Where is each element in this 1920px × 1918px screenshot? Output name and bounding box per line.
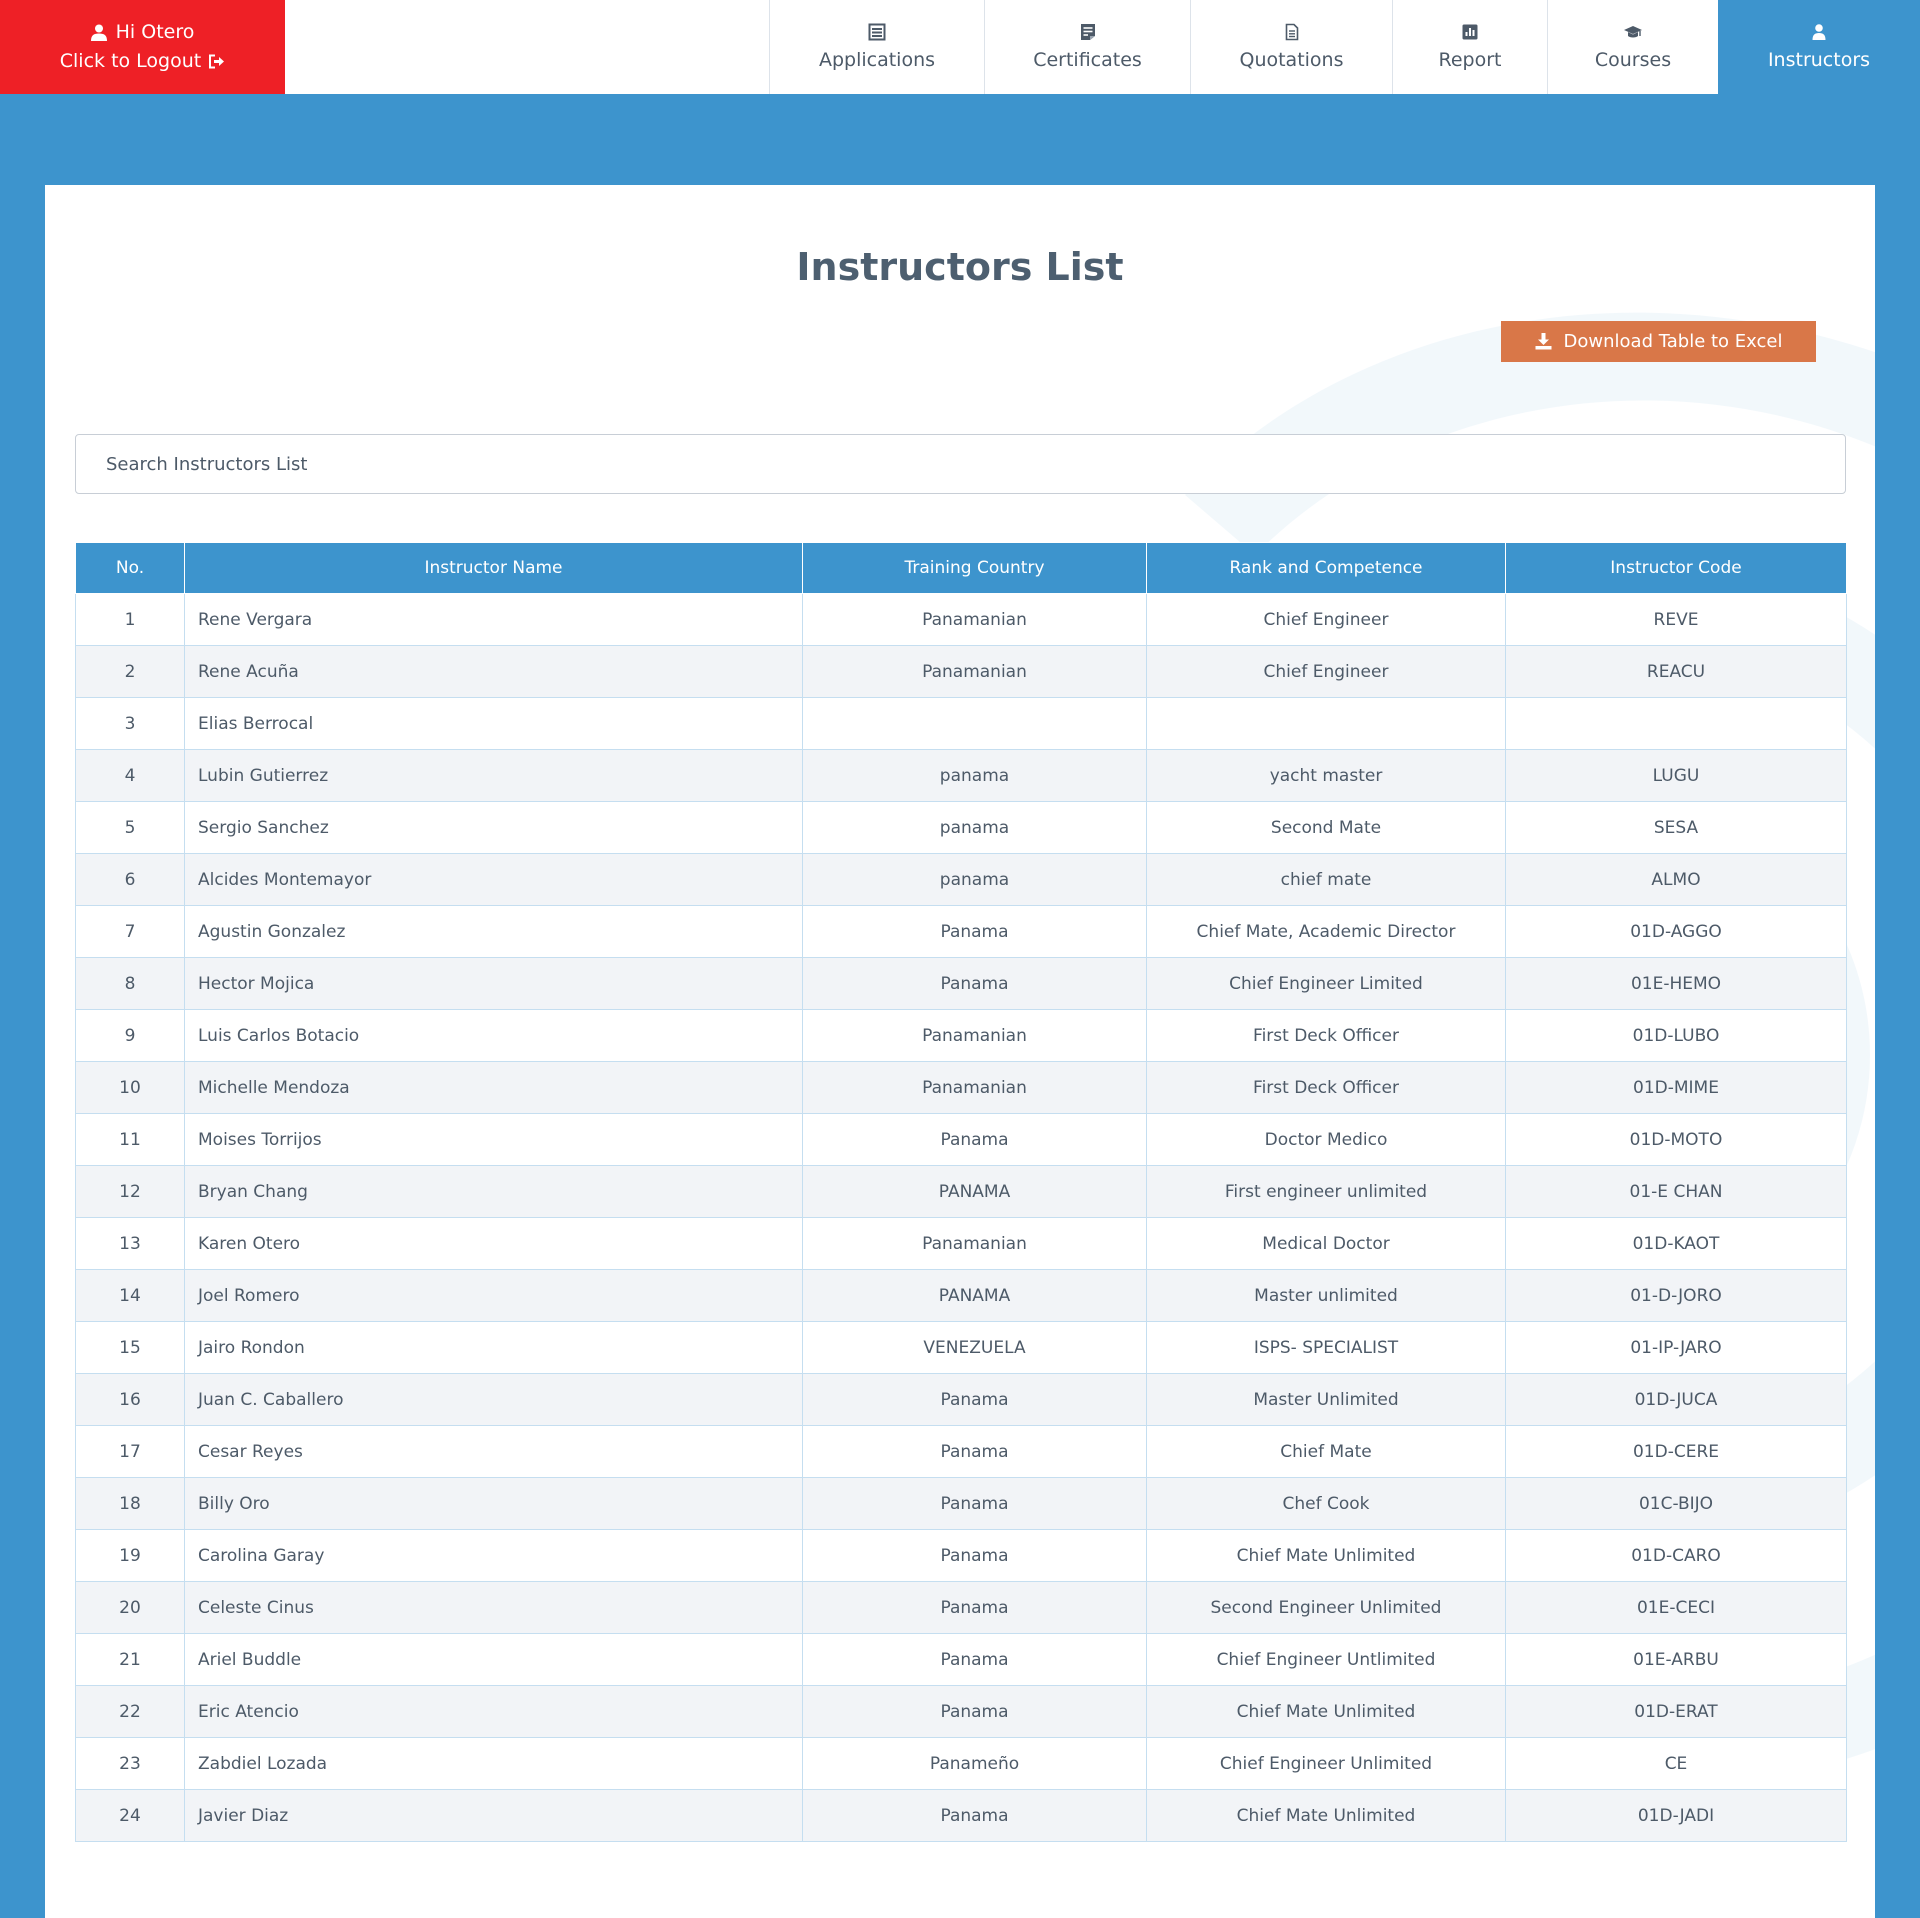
cell-training-country: Panama [803, 1634, 1147, 1686]
cell-rank: First Deck Officer [1147, 1010, 1506, 1062]
column-header-rank[interactable]: Rank and Competence [1147, 543, 1506, 594]
table-header-row [76, 543, 1847, 594]
graduation-cap-icon [1624, 23, 1642, 41]
cell-instructor-name: Juan C. Caballero [185, 1374, 803, 1426]
cell-training-country: panama [803, 802, 1147, 854]
cell-instructor-code: LUGU [1506, 750, 1847, 802]
cell-instructor-name: Elias Berrocal [185, 698, 803, 750]
cell-instructor-name: Luis Carlos Botacio [185, 1010, 803, 1062]
cell-training-country: Panameño [803, 1738, 1147, 1790]
cell-rank: Chief Mate Unlimited [1147, 1530, 1506, 1582]
content-card [45, 185, 1875, 1918]
cell-instructor-name: Celeste Cinus [185, 1582, 803, 1634]
logout-text: Click to Logout [59, 50, 202, 72]
table-row [76, 1218, 1847, 1270]
cell-no: 13 [76, 1218, 185, 1270]
cell-training-country: panama [803, 750, 1147, 802]
cell-rank: chief mate [1147, 854, 1506, 906]
nav-courses[interactable] [1547, 0, 1718, 94]
cell-training-country: Panama [803, 1530, 1147, 1582]
nav-instructors-label: Instructors [1767, 49, 1871, 71]
cell-instructor-code: 01D-MIME [1506, 1062, 1847, 1114]
cell-rank: Chief Engineer [1147, 594, 1506, 646]
cell-training-country: VENEZUELA [803, 1322, 1147, 1374]
cell-instructor-code: 01D-ERAT [1506, 1686, 1847, 1738]
nav-certificates[interactable] [984, 0, 1190, 94]
cell-no: 8 [76, 958, 185, 1010]
table-row [76, 1374, 1847, 1426]
cell-instructor-code: 01E-HEMO [1506, 958, 1847, 1010]
table-row [76, 1478, 1847, 1530]
nav-instructors[interactable] [1718, 0, 1920, 94]
main-navigation [769, 0, 1920, 94]
nav-quotations-label: Quotations [1239, 49, 1344, 71]
table-row [76, 1010, 1847, 1062]
cell-instructor-code: 01D-AGGO [1506, 906, 1847, 958]
column-header-code[interactable]: Instructor Code [1506, 543, 1847, 594]
cell-training-country [803, 698, 1147, 750]
nav-applications[interactable] [769, 0, 984, 94]
cell-instructor-code: 01D-LUBO [1506, 1010, 1847, 1062]
cell-no: 12 [76, 1166, 185, 1218]
table-row [76, 1738, 1847, 1790]
cell-instructor-name: Michelle Mendoza [185, 1062, 803, 1114]
table-row [76, 958, 1847, 1010]
cell-training-country: Panama [803, 1686, 1147, 1738]
cell-instructor-name: Bryan Chang [185, 1166, 803, 1218]
cell-no: 11 [76, 1114, 185, 1166]
cell-instructor-code: CE [1506, 1738, 1847, 1790]
cell-instructor-name: Karen Otero [185, 1218, 803, 1270]
cell-no: 21 [76, 1634, 185, 1686]
nav-report[interactable] [1392, 0, 1547, 94]
cell-instructor-code: 01-IP-JARO [1506, 1322, 1847, 1374]
cell-no: 5 [76, 802, 185, 854]
cell-no: 16 [76, 1374, 185, 1426]
cell-instructor-name: Lubin Gutierrez [185, 750, 803, 802]
cell-instructor-name: Moises Torrijos [185, 1114, 803, 1166]
cell-no: 6 [76, 854, 185, 906]
table-row [76, 594, 1847, 646]
column-header-name[interactable]: Instructor Name [185, 543, 803, 594]
list-icon [868, 23, 886, 41]
cell-instructor-name: Carolina Garay [185, 1530, 803, 1582]
cell-no: 7 [76, 906, 185, 958]
cell-rank: Second Engineer Unlimited [1147, 1582, 1506, 1634]
cell-training-country: Panamanian [803, 594, 1147, 646]
table-row [76, 1114, 1847, 1166]
download-excel-button[interactable] [1501, 321, 1816, 362]
cell-instructor-code: 01D-KAOT [1506, 1218, 1847, 1270]
cell-no: 19 [76, 1530, 185, 1582]
cell-rank: First Deck Officer [1147, 1062, 1506, 1114]
table-row [76, 1582, 1847, 1634]
cell-instructor-name: Ariel Buddle [185, 1634, 803, 1686]
cell-instructor-code: 01-E CHAN [1506, 1166, 1847, 1218]
cell-instructor-name: Rene Acuña [185, 646, 803, 698]
cell-instructor-name: Joel Romero [185, 1270, 803, 1322]
cell-training-country: Panamanian [803, 1062, 1147, 1114]
cell-no: 14 [76, 1270, 185, 1322]
cell-instructor-code: 01D-CARO [1506, 1530, 1847, 1582]
cell-instructor-name: Javier Diaz [185, 1790, 803, 1842]
cell-no: 1 [76, 594, 185, 646]
cell-rank: Chief Engineer Unlimited [1147, 1738, 1506, 1790]
cell-instructor-code: 01E-CECI [1506, 1582, 1847, 1634]
download-icon [1535, 333, 1552, 350]
cell-rank: Chief Engineer Untlimited [1147, 1634, 1506, 1686]
cell-rank: Master Unlimited [1147, 1374, 1506, 1426]
cell-instructor-code: SESA [1506, 802, 1847, 854]
greeting-text: Hi Otero [115, 21, 195, 43]
cell-training-country: Panama [803, 1790, 1147, 1842]
document-icon [1283, 23, 1301, 41]
nav-quotations[interactable] [1190, 0, 1392, 94]
table-row [76, 1530, 1847, 1582]
nav-certificates-label: Certificates [1033, 49, 1142, 71]
cell-instructor-name: Eric Atencio [185, 1686, 803, 1738]
sign-out-icon [208, 54, 225, 69]
cell-rank: Doctor Medico [1147, 1114, 1506, 1166]
cell-no: 23 [76, 1738, 185, 1790]
table-body [76, 594, 1847, 1842]
page-title: Instructors List [796, 245, 1124, 289]
table-row [76, 1426, 1847, 1478]
cell-no: 24 [76, 1790, 185, 1842]
cell-rank: Chief Engineer Limited [1147, 958, 1506, 1010]
cell-rank: Chief Mate Unlimited [1147, 1686, 1506, 1738]
table-row [76, 802, 1847, 854]
cell-rank: Chief Engineer [1147, 646, 1506, 698]
cell-instructor-name: Cesar Reyes [185, 1426, 803, 1478]
cell-instructor-code: 01E-ARBU [1506, 1634, 1847, 1686]
table-row [76, 1270, 1847, 1322]
cell-no: 9 [76, 1010, 185, 1062]
cell-no: 15 [76, 1322, 185, 1374]
certificate-icon [1079, 23, 1097, 41]
cell-rank: Chief Mate Unlimited [1147, 1790, 1506, 1842]
nav-applications-label: Applications [818, 49, 936, 71]
cell-training-country: Panamanian [803, 646, 1147, 698]
cell-no: 2 [76, 646, 185, 698]
cell-instructor-code: 01C-BIJO [1506, 1478, 1847, 1530]
cell-instructor-code: 01D-CERE [1506, 1426, 1847, 1478]
cell-rank: Chef Cook [1147, 1478, 1506, 1530]
cell-instructor-name: Alcides Montemayor [185, 854, 803, 906]
table-row [76, 646, 1847, 698]
cell-instructor-code: 01-D-JORO [1506, 1270, 1847, 1322]
table-row [76, 906, 1847, 958]
cell-training-country: Panamanian [803, 1218, 1147, 1270]
cell-instructor-code: REVE [1506, 594, 1847, 646]
table-row [76, 1062, 1847, 1114]
cell-instructor-code: 01D-JUCA [1506, 1374, 1847, 1426]
column-header-no[interactable]: No. [76, 543, 185, 594]
cell-training-country: Panama [803, 958, 1147, 1010]
cell-no: 22 [76, 1686, 185, 1738]
cell-instructor-code: REACU [1506, 646, 1847, 698]
cell-no: 17 [76, 1426, 185, 1478]
cell-rank [1147, 698, 1506, 750]
cell-instructor-name: Agustin Gonzalez [185, 906, 803, 958]
search-input[interactable] [75, 434, 1846, 494]
top-bar [0, 0, 1920, 94]
report-icon [1461, 23, 1479, 41]
cell-rank: yacht master [1147, 750, 1506, 802]
table-row [76, 1686, 1847, 1738]
download-excel-label: Download Table to Excel [1563, 331, 1783, 352]
instructors-table [75, 542, 1847, 1842]
cell-instructor-code: 01D-JADI [1506, 1790, 1847, 1842]
cell-no: 18 [76, 1478, 185, 1530]
cell-training-country: panama [803, 854, 1147, 906]
cell-instructor-name: Hector Mojica [185, 958, 803, 1010]
table-row [76, 750, 1847, 802]
cell-rank: Second Mate [1147, 802, 1506, 854]
table-row [76, 1322, 1847, 1374]
cell-instructor-name: Sergio Sanchez [185, 802, 803, 854]
cell-training-country: Panama [803, 1114, 1147, 1166]
cell-instructor-name: Billy Oro [185, 1478, 803, 1530]
column-header-country[interactable]: Training Country [803, 543, 1147, 594]
cell-instructor-code: ALMO [1506, 854, 1847, 906]
cell-rank: ISPS- SPECIALIST [1147, 1322, 1506, 1374]
cell-instructor-name: Zabdiel Lozada [185, 1738, 803, 1790]
cell-training-country: PANAMA [803, 1270, 1147, 1322]
table-row [76, 698, 1847, 750]
cell-instructor-code: 01D-MOTO [1506, 1114, 1847, 1166]
cell-instructor-code [1506, 698, 1847, 750]
cell-instructor-name: Rene Vergara [185, 594, 803, 646]
cell-rank: Chief Mate, Academic Director [1147, 906, 1506, 958]
cell-rank: Master unlimited [1147, 1270, 1506, 1322]
user-icon [91, 24, 107, 41]
nav-courses-label: Courses [1594, 49, 1672, 71]
logout-button[interactable] [0, 0, 285, 94]
table-row [76, 1634, 1847, 1686]
cell-no: 20 [76, 1582, 185, 1634]
user-icon [1810, 23, 1828, 41]
cell-training-country: Panamanian [803, 1010, 1147, 1062]
cell-training-country: Panama [803, 1374, 1147, 1426]
cell-training-country: Panama [803, 906, 1147, 958]
table-row [76, 1790, 1847, 1842]
cell-rank: Chief Mate [1147, 1426, 1506, 1478]
cell-training-country: Panama [803, 1478, 1147, 1530]
cell-training-country: Panama [803, 1426, 1147, 1478]
table-row [76, 854, 1847, 906]
cell-rank: Medical Doctor [1147, 1218, 1506, 1270]
cell-no: 10 [76, 1062, 185, 1114]
table-row [76, 1166, 1847, 1218]
cell-no: 4 [76, 750, 185, 802]
nav-report-label: Report [1438, 49, 1502, 71]
cell-training-country: PANAMA [803, 1166, 1147, 1218]
cell-instructor-name: Jairo Rondon [185, 1322, 803, 1374]
cell-rank: First engineer unlimited [1147, 1166, 1506, 1218]
cell-training-country: Panama [803, 1582, 1147, 1634]
cell-no: 3 [76, 698, 185, 750]
